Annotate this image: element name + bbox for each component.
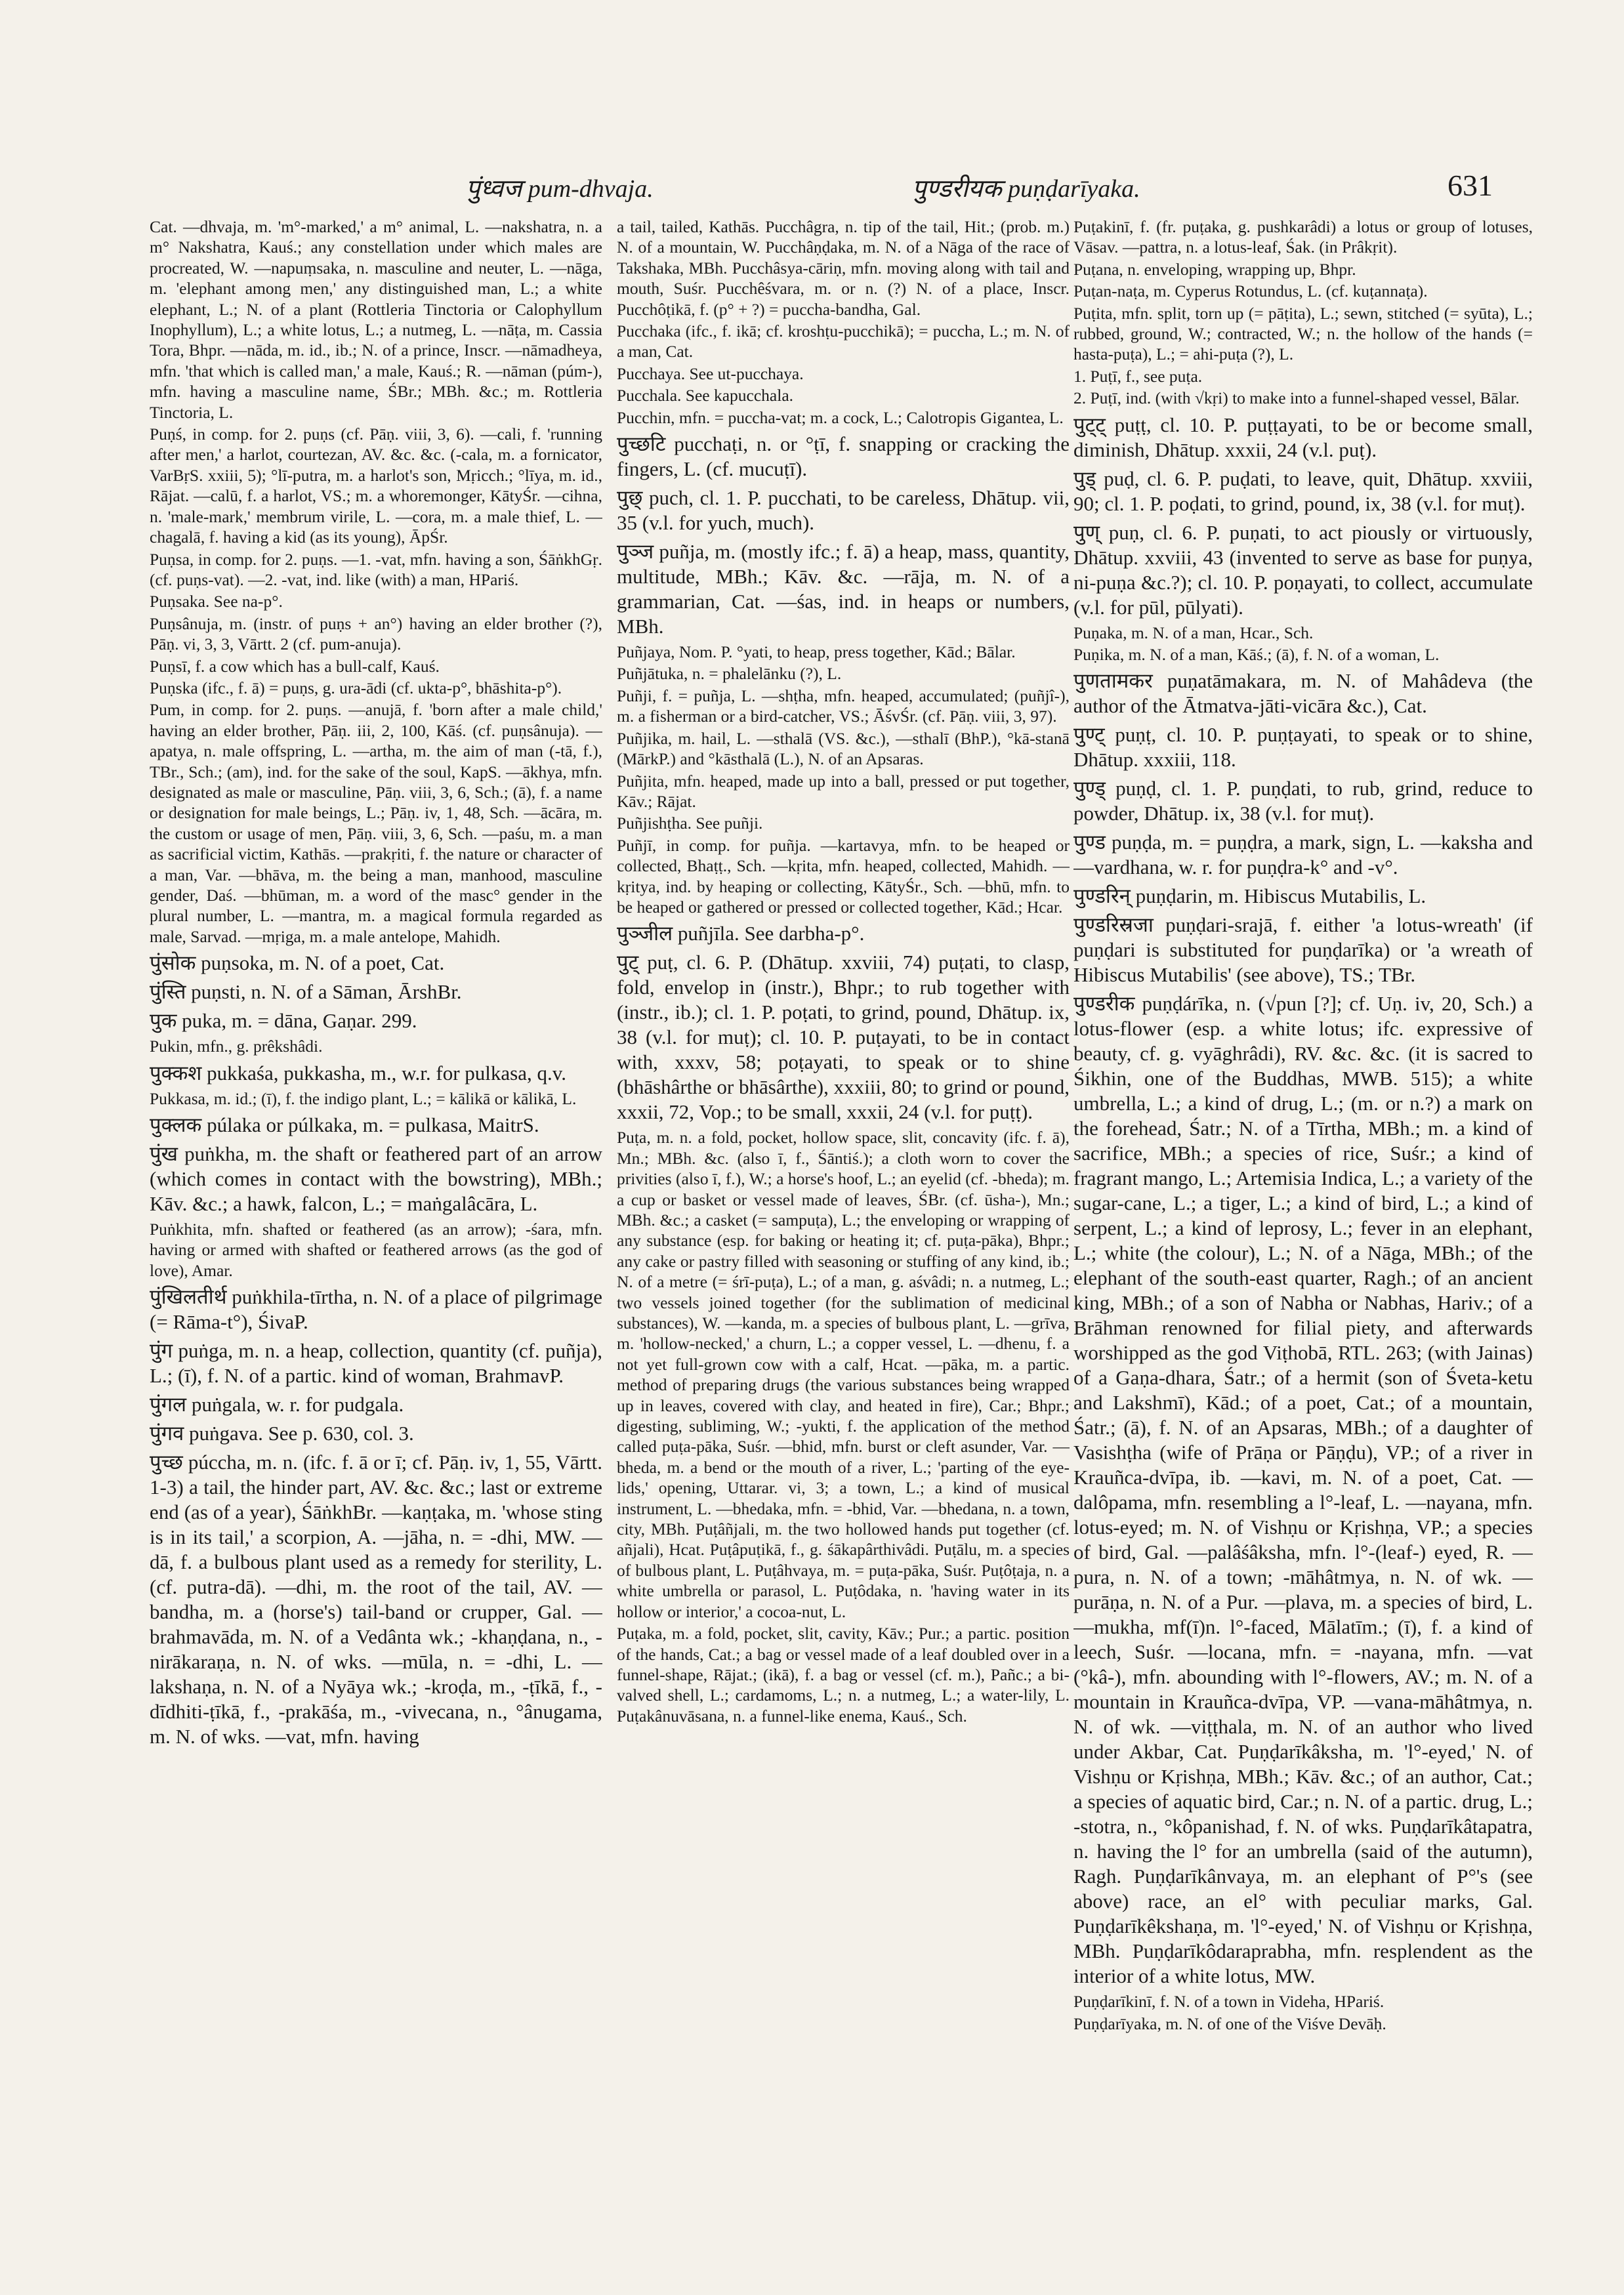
dictionary-entry: Puṇika, m. N. of a man, Kāś.; (ā), f. N. of a woman, L. <box>1073 645 1440 665</box>
dictionary-entry: Pukkasa, m. id.; (ī), f. the indigo plant, L.; = kālikā or kālikā, L. <box>150 1088 577 1108</box>
dictionary-entry: Puñjī, in comp. for puñja. —kartavya, mfn. to be heaped or collected, Bhaṭṭ., Sch. —kṛita, mfn. heaped, collected, Mahidh. —kṛitya, ind. by heaping or collecting, KātyŚr., Sch. —bhū, mfn. to be heaped or gathered or pressed or collected together, Kād.; Hcar. <box>617 835 1070 917</box>
dictionary-entry: Puñjaya, Nom. P. °yati, to heap, press together, Kād.; Bālar. <box>617 642 1016 662</box>
dictionary-entry: Puṭaka, m. a fold, pocket, slit, cavity, Kāv.; Pur.; a partic. position of the hands, Cat.; a bag or vessel made of a leaf doubled over in a funnel-shape, Rājat.; (ikā), f. a bag or vessel (cf. m.), Pañc.; a bi-valved shell, L.; cardamoms, L.; n. a nutmeg, L.; a water-lily, L. Puṭakânuvāsana, n. a funnel-like enema, Kauś., Sch. <box>617 1624 1070 1726</box>
dictionary-entry: पुच्छटि pucchaṭi, n. or °ṭī, f. snapping or cracking the fingers, L. (cf. mucuṭī). <box>617 432 1070 481</box>
dictionary-entry: Puñji, f. = puñja, L. —shṭha, mfn. heaped, accumulated; (puñjî-), m. a fisherman or a bird-catcher, VS.; ĀśvŚr. (cf. Pāṇ. viii, 3, 97). <box>617 686 1070 726</box>
dictionary-entry: Cat. —dhvaja, m. 'm°-marked,' a m° animal, L. —nakshatra, n. a m° Nakshatra, Kauś.; any constellation under which males are procreated, W. —napuṃsaka, n. masculine and neuter, L. —nāga, m. 'elephant among men,' any distinguished man, L.; a white elephant, L.; N. of a plant (Rottleria Tinctoria or Calophyllum Inophyllum), L.; a white lotus, L.; a nutmeg, L. —nāṭa, m. Cassia Tora, Bhpr. —nāda, m. id., ib.; N. of a prince, Inscr. —nāmadheya, mfn. 'that which is called man,' a male, Kauś.; R. —nāman (púm-), mfn. having a masculine name, ŚBr.; MBh. &c.; m. Rottleria Tinctoria, L. <box>150 217 602 422</box>
dictionary-entry: Puṇsī, f. a cow which has a bull-calf, Kauś. <box>150 656 440 676</box>
dictionary-entry: 2. Puṭī, ind. (with √kṛi) to make into a funnel-shaped vessel, Bālar. <box>1073 388 1520 408</box>
dictionary-entry: पुछ् puch, cl. 1. P. pucchati, to be careless, Dhātup. vii, 35 (v.l. for yuch, much). <box>617 486 1070 535</box>
dictionary-entry: Pucchala. See kapucchala. <box>617 386 794 405</box>
dictionary-entry: Puṭana, n. enveloping, wrapping up, Bhpr. <box>1073 259 1356 279</box>
dictionary-entry: Pucchaya. See ut-pucchaya. <box>617 363 804 383</box>
dictionary-entry: Pukin, mfn., g. prêkshâdi. <box>150 1037 323 1056</box>
dictionary-entry: Puṇsa, in comp. for 2. puṇs. —1. -vat, mfn. having a son, ŚāṅkhGṛ. (cf. puṇs-vat). —2. -vat, ind. like (with) a man, HPariś. <box>150 549 602 589</box>
dictionary-entry: Puṇsaka. See na-p°. <box>150 592 283 611</box>
dictionary-entry: Puṇś, in comp. for 2. puṇs (cf. Pāṇ. viii, 3, 6). —cali, f. 'running after men,' a harlot, courtezan, AV. &c. &c. (-cala, m. a fornicator, VarBṛS. xxiii, 5); °lī-putra, m. a harlot's son, Mṛicch.; °līya, m. id., Rājat. —calū, f. a harlot, VS.; m. a whoremonger, KātyŚr. —cihna, n. 'male-mark,' membrum virile, L. —cora, m. a male thief, L. —chagalā, f. having a kid (as its young), ĀpŚr. <box>150 424 602 547</box>
column-right <box>1073 217 1533 2270</box>
dictionary-entry: पुड् puḍ, cl. 6. P. puḍati, to leave, quit, Dhātup. xxviii, 90; cl. 1. P. poḍati, to grind, pound, ix, 38 (v.l. for muṭ). <box>1073 466 1533 515</box>
dictionary-entry: Puṭa, m. n. a fold, pocket, hollow space, slit, concavity (ifc. f. ā), Mn.; MBh. &c. (also ī, f., Śāntiś.); a cloth worn to cover the privities (also ī, f.), W.; a horse's hoof, L.; an eyelid (cf. -bheda); m. a cup or basket or vessel made of leaves, ŚBr. (cf. ūsha-), Mn.; MBh. &c.; a casket (= sampuṭa), L.; the enveloping or wrapping of any substance (esp. for baking or heating it; cf. puṭa-pāka), Bhpr.; any cake or pastry filled with seasoning or stuffing of any kind, ib.; N. of a metre (= śrī-puṭa), L.; of a man, g. aśvâdi; n. a nutmeg, L.; two vessels joined together (for the sublimation of medicinal substances), W. —kanda, m. a species of bulbous plant, L. —grīva, m. 'hollow-necked,' a churn, L.; a copper vessel, L. —dhenu, f. a not yet full-grown cow with a calf, Hcat. —pāka, m. a partic. method of preparing drugs (the various substances being wrapped up in leaves, covered with clay, and heated in fire), Car.; Bhpr.; digesting, subliming, W.; -yukti, f. the application of the method called puṭa-pāka, Suśr. —bhid, mfn. burst or cleft asunder, Var. —bheda, m. a bend or the mouth of a river, L.; 'parting of the eye-lids,' opening, Uttarar. vi, 3; a town, L.; a kind of musical instrument, L. —bhedaka, mfn. = -bhid, Var. —bhedana, n. a town, city, MBh. Puṭâñjali, m. the two hollowed hands put together (cf. añjali), Hcat. Puṭâpuṭikā, f., g. śākapârthivâdi. Puṭālu, m. a species of bulbous plant, L. Puṭâhvaya, m. = puṭa-pāka, Suśr. Puṭôṭaja, n. a white umbrella or parasol, L. Puṭôdaka, n. 'having water in its hollow or interior,' a cocoa-nut, L. <box>617 1128 1070 1621</box>
dictionary-entry: पुञ्ज puñja, m. (mostly ifc.; f. ā) a heap, mass, quantity, multitude, MBh.; Kāv. &c. —rāja, m. N. of a grammarian, Cat. —śas, ind. in heaps or numbers, MBh. <box>617 540 1070 638</box>
running-head-right: पुण्डरीयक puṇḍarīyaka. <box>912 175 1140 203</box>
dictionary-entry: Puṇska (ifc., f. ā) = puṇs, g. ura-ādi (cf. ukta-p°, bhāshita-p°). <box>150 678 562 697</box>
dictionary-entry: पुण् puṇ, cl. 6. P. puṇati, to act piously or virtuously, Dhātup. xxviii, 43 (invented to serve as base for puṇya, ni-puṇa &c.?); cl. 10. P. poṇayati, to collect, accumulate (v.l. for pūl, pūlyati). <box>1073 520 1533 619</box>
dictionary-entry: पुण्ड puṇḍa, m. = puṇḍra, a mark, sign, L. —kaksha and —vardhana, w. r. for puṇḍra-k° and -v°. <box>1073 831 1533 879</box>
dictionary-entry: पुंस्ति puṇsti, n. N. of a Sāman, ĀrshBr. <box>150 980 462 1004</box>
dictionary-entry: पुणतामकर puṇatāmakara, m. N. of Mahâdeva (the author of the Ātmatva-jāti-vicāra &c.), Cat. <box>1073 669 1533 718</box>
dictionary-entry: Puñjishṭha. See puñji. <box>617 814 763 833</box>
dictionary-entry: a tail, tailed, Kathās. Pucchâgra, n. tip of the tail, Hit.; (prob. m.) N. of a mountain, W. Pucchâṇḍaka, m. N. of a Nāga of the race of Takshaka, MBh. Pucchâsya-cāriṇ, mfn. moving along with tail and mouth, Suśr. Pucchêśvara, m. or n. (?) N. of a place, Inscr. Pucchôṭikā, f. (p° + ?) = puccha-bandha, Gal. <box>617 217 1070 319</box>
dictionary-entry: पुट् puṭ, cl. 6. P. (Dhātup. xxviii, 74) puṭati, to clasp, fold, envelop in (instr.), Bhpr.; to rub together with (instr., ib.); cl. 1. P. poṭati, to grind, pound, Dhātup. ix, 38 (v.l. for muṭ); cl. 10. P. puṭayati, to be in contact with, xxxv, 58; poṭayati, to speak or to shine (bhāshârthe or bhāsârthe), xxxiii, 80; to grind or pound, xxxii, 72, Vop.; to be small, xxxii, 24 (v.l. for puṭṭ). <box>617 951 1070 1124</box>
dictionary-entry: पुट्ट् puṭṭ, cl. 10. P. puṭṭayati, to be or become small, diminish, Dhātup. xxxii, 24 (v.l. puṭ). <box>1073 413 1533 461</box>
dictionary-entry: पुण्ट् puṇṭ, cl. 10. P. puṇṭayati, to speak or to shine, Dhātup. xxxiii, 118. <box>1073 723 1533 772</box>
dictionary-entry: Puṭakinī, f. (fr. puṭaka, g. pushkarâdi) a lotus or group of lotuses, Vāsav. —pattra, n. a lotus-leaf, Śak. (in Prâkṛit). <box>1073 217 1533 257</box>
dictionary-entry: Puṇḍarīkinī, f. N. of a town in Videha, HPariś. <box>1073 1992 1385 2012</box>
dictionary-entry: Puṇsânuja, m. (instr. of puṇs + an°) having an elder brother (?), Pāṇ. vi, 3, 3, Vārtt. 2 (cf. pum-anuja). <box>150 613 602 654</box>
dictionary-entry: पुक puka, m. = dāna, Gaṇar. 299. <box>150 1009 417 1033</box>
column-left <box>150 217 602 2270</box>
dictionary-entry: पुंखिलतीर्थ puṅkhila-tīrtha, n. N. of a place of pilgrimage (= Rāma-t°), ŚivaP. <box>150 1285 602 1334</box>
dictionary-entry: पुच्छ púccha, m. n. (ifc. f. ā or ī; cf. Pāṇ. iv, 1, 55, Vārtt. 1-3) a tail, the hinder part, AV. &c. &c.; last or extreme end (as of a year), ŚāṅkhBr. —kaṇṭaka, m. 'whose sting is in its tail,' a scorpion, A. —jāha, n. = -dhi, MW. —dā, f. a bulbous plant used as a remedy for sterility, L. (cf. putra-dā). —dhi, m. the root of the tail, AV. —bandha, m. a (horse's) tail-band or crupper, Gal. —brahmavāda, m. N. of a Vedânta wk.; -khaṇḍana, n., -nirākaraṇa, n. N. of wks. —mūla, n. = -dhi, L. —lakshaṇa, n. N. of a Nyāya wk.; -kroḍa, m., -ṭīkā, f., -dīdhiti-ṭīkā, f., -prakāśa, m., -vivecana, n., °ânugama, m. N. of wks. —vat, mfn. having <box>150 1451 602 1748</box>
dictionary-entry: 1. Puṭī, f., see puṭa. <box>1073 366 1203 386</box>
dictionary-entry: Pum, in comp. for 2. puṇs. —anujā, f. 'born after a male child,' having an elder brother, Pāṇ. iii, 2, 100, Kāś. (cf. puṇsânuja). —apatya, n. male offspring, L. —artha, m. the aim of man (-tā, f.), TBr., Sch.; (am), ind. for the sake of the soul, KapS. —ākhya, mfn. designated as male or masculine, Pāṇ. viii, 3, 6, Sch.; (ā), f. a name or designation for male beings, L.; Pāṇ. iv, 1, 48, Sch. —ācāra, m. the custom or usage of men, Pāṇ. viii, 3, 6, Sch. —paśu, m. a man as sacrificial victim, Kathās. —prakṛiti, f. the nature or character of a man, Var. —bhāva, m. the being a man, manhood, masculine gender, Daś. —bhūman, m. a word of the masc° gender in the plural number, L. —mantra, m. a magical formula regarded as male, Sarvad. —mṛiga, m. a male antelope, Mahidh. <box>150 700 602 946</box>
dictionary-entry: Puṭita, mfn. split, torn up (= pāṭita), L.; sewn, stitched (= syūta), L.; rubbed, ground, W.; contracted, W.; n. the hollow of the hands (= hasta-puṭa), L.; = ahi-puṭa (?), L. <box>1073 303 1533 364</box>
dictionary-entry: Puñjita, mfn. heaped, made up into a ball, pressed or put together, Kāv.; Rājat. <box>617 771 1070 811</box>
dictionary-entry: पुंगल puṅgala, w. r. for pudgala. <box>150 1393 404 1416</box>
column-middle <box>617 217 1070 2270</box>
page-number: 631 <box>1447 169 1493 202</box>
dictionary-entry: पुक्कश pukkaśa, pukkasha, m., w.r. for pulkasa, q.v. <box>150 1061 566 1085</box>
dictionary-entry: Pucchaka (ifc., f. ikā; cf. kroshṭu-pucchikā); = puccha, L.; m. N. of a man, Cat. <box>617 321 1070 362</box>
dictionary-entry: Puṇaka, m. N. of a man, Hcar., Sch. <box>1073 623 1314 642</box>
dictionary-entry: पुंसोक puṇsoka, m. N. of a poet, Cat. <box>150 951 445 975</box>
dictionary-entry: Puṅkhita, mfn. shafted or feathered (as an arrow); -śara, mfn. having or armed with shafted or feathered arrows (as the god of love), Amar. <box>150 1220 602 1280</box>
dictionary-entry: Pucchin, mfn. = puccha-vat; m. a cock, L.; Calotropis Gigantea, L. <box>617 407 1064 427</box>
dictionary-entry: Puñjātuka, n. = phalelānku (?), L. <box>617 664 842 684</box>
running-head-left: पुंध्वज pum-dhvaja. <box>466 175 654 203</box>
dictionary-entry: पुंगव puṅgava. See p. 630, col. 3. <box>150 1422 414 1445</box>
dictionary-entry: पुण्डरिन् puṇḍarin, m. Hibiscus Mutabilis, L. <box>1073 884 1426 908</box>
dictionary-entry: पुण्डरीक puṇḍárīka, n. (√pun [?]; cf. Uṇ. iv, 20, Sch.) a lotus-flower (esp. a white lotus; ifc. expressive of beauty, cf. g. vyāghrâdi), RV. &c. &c. (it is sacred to Śikhin, one of the Buddhas, MWB. 515); a white umbrella, L.; a kind of drug, L.; (m. or n.?) a mark on the forehead, Śatr.; N. of a Tīrtha, MBh.; m. a kind of sacrifice, MBh.; a species of rice, Suśr.; a kind of fragrant mango, L.; Artemisia Indica, L.; a variety of the sugar-cane, L.; a tiger, L.; a kind of bird, L.; a kind of serpent, L.; a kind of leprosy, L.; fever in an elephant, L.; white (the colour), L.; N. of a Nāga, MBh.; of the elephant of the south-east quarter, Ragh.; of an ancient king, MBh.; of a son of Nabha or Nabhas, Hariv.; of a Brāhman renowned for filial piety, and afterwards worshipped as the god Viṭhobā, RTL. 263; (with Jainas) of a Gaṇa-dhara, Śatr.; of a hermit (son of Śveta-ketu and Lakshmī), Kād.; of a poet, Cat.; of a mountain, Śatr.; (ā), f. N. of an Apsaras, MBh.; of a daughter of Vasishṭha (wife of Prāṇa or Pāṇḍu), VP.; of a river in Krauñca-dvīpa, ib. —kavi, m. N. of a poet, Cat. —dalôpama, mfn. resembling a l°-leaf, L. —nayana, mfn. lotus-eyed; m. N. of Vishṇu or Kṛishṇa, VP.; a species of bird, Gal. —palâśâksha, mfn. l°-(leaf-) eyed, R. —pura, n. N. of a town; -māhâtmya, n. N. of wk. —purāṇa, n. N. of a Pur. —plava, m. a species of bird, L. —mukha, mf(ī)n. l°-faced, Mālatīm.; (ī), f. a kind of leech, Suśr. —locana, mfn. = -nayana, mfn. —vat (°kâ-), mfn. abounding with l°-flowers, AV.; m. N. of a mountain in Krauñca-dvīpa, VP. —vana-māhâtmya, n. N. of wk. —viṭṭhala, m. N. of an author who lived under Akbar, Cat. Puṇḍarīkâksha, m. 'l°-eyed,' N. of Vishṇu or Kṛishṇa, MBh.; Kāv. &c.; of an author, Cat.; a species of aquatic bird, Car.; n. N. of a partic. drug, L.; -stotra, n., °kôpanishad, f. N. of wks. Puṇḍarīkâtapatra, n. having the l° for an umbrella (said of the autumn), Ragh. Puṇḍarīkânvaya, m. an elephant of P°'s (see above) race, an el° with peculiar marks, Gal. Puṇḍarīkêkshaṇa, m. 'l°-eyed,' N. of Vishṇu or Kṛishṇa, MBh. Puṇḍarīkôdaraprabha, mfn. resplendent as the interior of a white lotus, MW. <box>1073 992 1533 1988</box>
page-header <box>157 164 1493 217</box>
dictionary-entry: Puṇḍarīyaka, m. N. of one of the Viśve Devāḥ. <box>1073 2014 1386 2033</box>
dictionary-entry: पुंग puṅga, m. n. a heap, collection, quantity (cf. puñja), L.; (ī), f. N. of a partic. kind of woman, BrahmavP. <box>150 1339 602 1388</box>
dictionary-entry: पुञ्जील puñjīla. See darbha-p°. <box>617 922 865 945</box>
dictionary-entry: Puṭan-naṭa, m. Cyperus Rotundus, L. (cf. kuṭannaṭa). <box>1073 281 1428 301</box>
dictionary-entry: पुंख puṅkha, m. the shaft or feathered part of an arrow (which comes in contact with the bowstring), MBh.; Kāv. &c.; a hawk, falcon, L.; = maṅgalâcāra, L. <box>150 1142 602 1216</box>
dictionary-entry: पुक्लक púlaka or púlkaka, m. = pulkasa, MaitrS. <box>150 1113 539 1137</box>
dictionary-entry: पुण्ड् puṇḍ, cl. 1. P. puṇḍati, to rub, grind, reduce to powder, Dhātup. ix, 38 (v.l. for muṭ). <box>1073 777 1533 825</box>
dictionary-entry: पुण्डरिस्रजा puṇḍari-srajā, f. either 'a lotus-wreath' (if puṇḍari is substituted for puṇḍarīka) or 'a wreath of Hibiscus Mutabilis' (see above), TS.; TBr. <box>1073 913 1533 987</box>
dictionary-entry: Puñjika, m. hail, L. —sthalā (VS. &c.), —sthalī (BhP.), °kā-stanā (MārkP.) and °kāsthalā (L.), N. of an Apsaras. <box>617 728 1070 769</box>
